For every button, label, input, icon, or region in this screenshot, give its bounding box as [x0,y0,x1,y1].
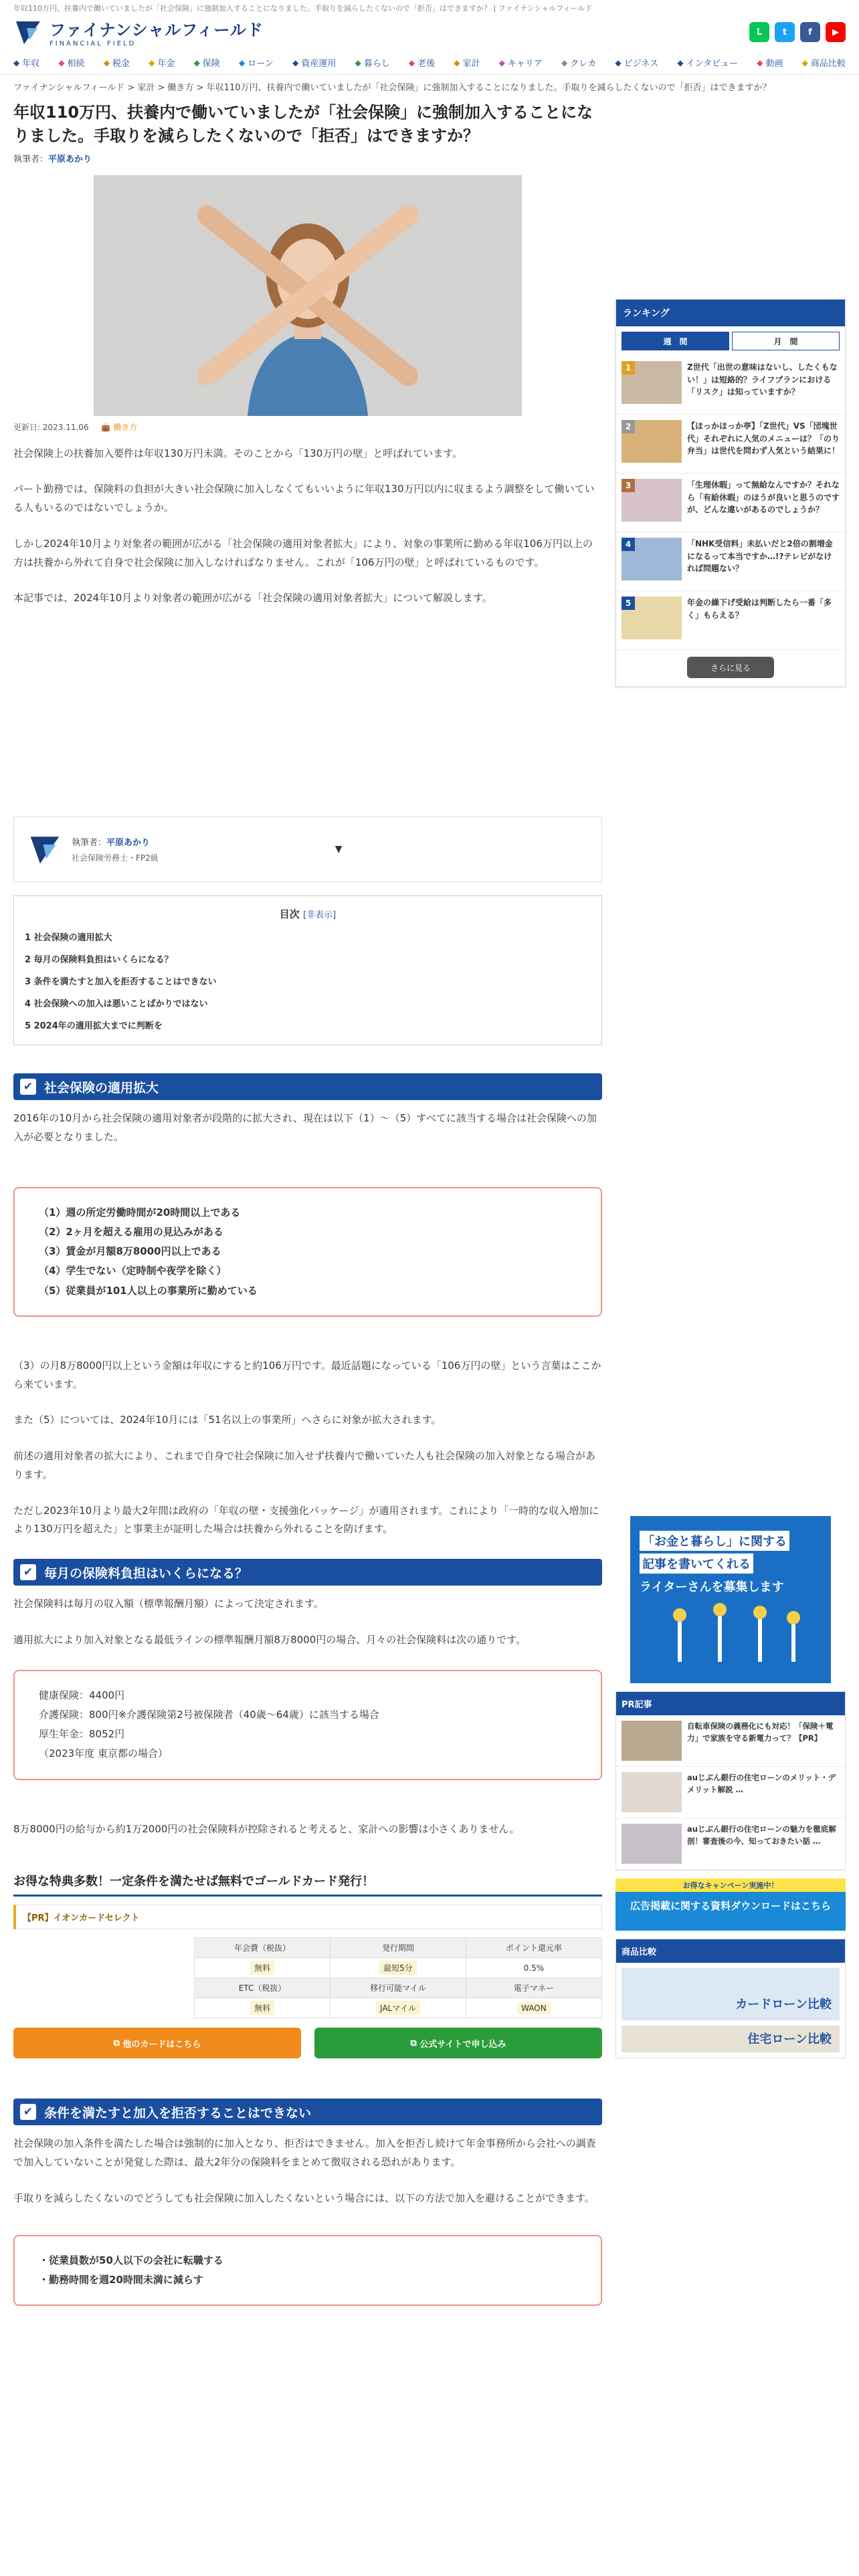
ranking-title-text: 「NHK受信料」未払いだと2倍の割増金になるって本当ですか…!?テレビがなければ問題ない？ [687,539,833,574]
article-title: 年収110万円、扶養内で働いていましたが「社会保険」に強制加入することになりました。手取りを減らしたくないので「拒否」はできますか？ [13,103,593,145]
pr-item-text: 自転車保険の義務化にも対応！「保険＋電力」で家族を守る新電力って？【PR】 [687,1721,834,1743]
ranking-title-text: Z世代「出世の意味はないし、したくもない！」は短絡的？ライフプランにおける「リスク」は知っていますか？ [687,362,838,397]
nav-item-label: ローン [248,59,274,69]
section-paragraph: 手取りを減らしたくないのでどうしても社会保険に加入したくないという場合には、以下の方法で加入を避けることができます。 [13,2191,595,2204]
option-item: ・勤務時間を週20時間未満に減らす [39,2273,203,2286]
ranking-item[interactable] [616,356,845,415]
category-icon: 👜 [100,422,111,432]
nav-item-icon: ◆ [193,58,200,68]
ranking-number: 4 [622,538,635,551]
condition-item: （1）週の所定労働時間が20時間以上である [39,1206,241,1218]
nav-item-icon: ◆ [454,58,460,68]
nav-item-label: 年収 [22,59,40,69]
page-title-line: 年収110万円、扶養内で働いていましたが「社会保険」に強制加入することになりました。手取りを減らしたくないので「拒否」はできますか？ | ファイナンシャルフィールド [13,4,593,13]
ranking-title-text: 年金の繰下げ受給は判断したら一番「多く」もらえる？ [687,598,832,620]
section-paragraph: 社会保険の加入条件を満たした場合は強制的に加入となり、拒否はできません。加入を拒否し続けて年金事務所から会社への調査で加入していないことが発覚した際は、最大2年分の保険料をまとめて徴収される恐れがあります。 [13,2137,596,2169]
check-icon: ✔ [20,1564,36,1580]
ranking-thumbnail [622,420,682,463]
housing-loan-compare-banner[interactable]: 住宅ローン比較 [622,2026,840,2052]
nav-item-icon: ◆ [149,58,155,68]
pr-item[interactable] [616,1715,845,1767]
nav-item-label: 暮らし [363,59,390,69]
card-loan-compare-banner[interactable]: カードローン比較 [622,1968,840,2020]
fees-box [13,1670,602,1780]
nav-item[interactable] [58,56,84,69]
options-box [13,2235,602,2306]
nav-item-icon: ◆ [13,58,20,68]
nav-item[interactable] [802,56,846,69]
condition-item: （2）2ヶ月を超える雇用の見込みがある [39,1225,223,1238]
pr-thumbnail [622,1772,682,1812]
nav-item-label: インタビュー [686,59,739,69]
line-icon[interactable]: L [749,22,769,42]
pr-thumbnail [622,1721,682,1761]
logo-text-jp: ファイナンシャルフィールド [50,21,264,39]
nav-item-icon: ◆ [103,58,110,68]
intro-paragraph: 社会保険上の扶養加入要件は年収130万円未満。そのことから「130万円の壁」と呼ばれています。 [13,447,463,459]
writer-recruit-banner[interactable]: 「お金と暮らし」に関する 記事を書いてくれる ライターさんを募集します [630,1516,831,1683]
nav-item[interactable] [561,56,596,69]
nav-item-label: キャリア [507,59,543,69]
pr-item-text: auじぶん銀行の住宅ローンの魅力を徹底解剖！審査後の今、知っておきたい話 … [687,1824,836,1846]
section-paragraph: また（5）については、2024年10月には「51名以上の事業所」へさらに対象が拡大されます。 [13,1414,442,1426]
ranking-widget [615,299,846,687]
toc-item[interactable]: 3 条件を満たすと加入を拒否することはできない [25,977,217,988]
author-box-prefix: 執筆者： [72,838,107,849]
nav-item-icon: ◆ [615,58,622,68]
author-prefix: 執筆者： [13,154,49,165]
nav-item-icon: ◆ [292,58,299,68]
product-compare [615,1939,846,2058]
toc-title: 目次 [279,908,300,921]
ranking-item[interactable] [616,415,845,473]
section-paragraph: 8万8000円の給与から約1万2000円の社会保険料が控除されると考えると、家計への影響は小さくありません。 [13,1822,520,1835]
ranking-item[interactable] [616,473,845,532]
nav-item[interactable] [355,56,389,69]
toc-toggle[interactable]: [非表示] [303,910,337,921]
nav-item-label: 年金 [157,59,175,69]
condition-item: （4）学生でない（定時制や夜学を除く） [39,1265,227,1277]
social-links [749,22,846,42]
section-heading: ✔ 毎月の保険料負担はいくらになる？ [13,1559,602,1586]
nav-item[interactable] [499,56,543,69]
tab-monthly[interactable]: 月 間 [732,332,840,350]
author-box-name[interactable]: 平原あかり [106,838,151,849]
nav-item-icon: ◆ [58,58,65,68]
author-avatar-icon [27,832,62,867]
intro-paragraph: パート勤務では、保険料の負担が大きい社会保険に加入しなくてもいいように年収130万円以内に収まるよう調整をして働いている人もいるのではないでしょうか。 [13,483,595,514]
toc-item[interactable]: 4 社会保険への加入は悪いことばかりではない [25,999,208,1010]
more-button[interactable]: さらに見る [687,657,774,678]
nav-item-label: ビジネス [624,59,659,69]
section-heading: ✔ 社会保険の適用拡大 [13,1073,602,1100]
table-of-contents [13,895,602,1045]
site-header [0,13,859,51]
fee-item: 介護保険：800円※介護保険第2号被保険者（40歳～64歳）に該当する場合 [39,1708,379,1721]
apply-button[interactable]: ⧉ 公式サイトで申し込み [314,2028,602,2058]
ranking-title: ランキング [616,300,845,326]
check-icon: ✔ [20,1079,36,1095]
nav-item[interactable] [13,56,39,69]
nav-item-label: 老後 [417,59,436,69]
conditions-box [13,1187,602,1317]
toc-item[interactable]: 5 2024年の適用拡大までに判断を [25,1021,163,1032]
toc-item[interactable]: 1 社会保険の適用拡大 [25,933,112,944]
nav-item[interactable] [454,56,480,69]
intro-paragraph: 本記事では、2024年10月より対象者の範囲が広がる「社会保険の適用対象者拡大」について解説します。 [13,592,492,605]
ad-space [13,608,602,809]
ranking-item[interactable] [616,591,845,650]
pr-item-text: auじぶん銀行の住宅ローンのメリット・デメリット解説 … [687,1773,836,1794]
fee-item: （2023年度 東京都の場合） [39,1747,168,1760]
external-link-icon: ⧉ [410,2038,420,2048]
section-paragraph: ただし2023年10月より最大2年間は政府の「年収の壁・支援強化パッケージ」が適用されます。これにより「一時的な収入増加により130万円を超えた」と事業主が証明した場合は扶養から外れることを防げます。 [13,1504,599,1535]
nav-item-label: 資産運用 [301,59,337,69]
nav-item-icon: ◆ [498,58,505,68]
youtube-icon[interactable]: ▶ [826,22,846,42]
nav-item-label: 商品比較 [810,59,846,69]
section-paragraph: 前述の適用対象者の拡大により、これまで自身で社会保険に加入せず扶養内で働いていた人も社会保険の加入対象となる場合があります。 [13,1450,596,1481]
pr-thumbnail [622,1824,682,1864]
section-paragraph: 2016年の10月から社会保険の適用対象者が段階的に拡大され、現在は以下（1）～（5）すべてに該当する場合は社会保険への加入が必要となりました。 [13,1112,597,1143]
fee-item: 健康保険：4400円 [39,1689,125,1701]
pr-articles [615,1691,846,1870]
author-link[interactable]: 平原あかり [48,154,92,165]
nav-item[interactable] [292,56,336,69]
intro-paragraph: しかし2024年10月より対象者の範囲が広がる「社会保険の適用対象者拡大」により、対象の事業所に勤める年収106万円以上の方は扶養から外れて自身で社会保険に加入しなければなりません。これが「106万円の壁」と呼ばれているものです。 [13,537,593,568]
external-link-icon: ⧉ [113,2038,123,2048]
nav-item-label: 動画 [765,59,783,69]
ranking-thumbnail [622,479,682,522]
toc-list [25,930,591,1031]
card-spec-table: 年会費（税抜） 発行期間 ポイント還元率 無料 最短5分 0.5% ETC（税抜） 移行可能マイル 電子マネー 無料 JALマイル WAON [194,1937,602,2018]
check-icon: ✔ [20,2104,36,2120]
twitter-icon[interactable]: t [775,22,795,42]
compare-title: 商品比較 [616,1939,845,1963]
nav-item-label: 保険 [202,59,220,69]
nav-item-icon: ◆ [561,58,568,68]
nav-item-icon: ◆ [801,58,808,68]
logo-icon [13,17,43,47]
facebook-icon[interactable]: f [800,22,820,42]
ranking-thumbnail [622,538,682,580]
ranking-thumbnail [622,597,682,639]
nav-item-label: 家計 [462,59,480,69]
card-name[interactable]: 【PR】イオンカードセレクト [13,1905,602,1929]
nav-item[interactable] [149,56,175,69]
updated-date: 更新日: 2023.11.06 [13,422,89,432]
ranking-number: 3 [622,479,635,492]
ranking-item[interactable] [616,532,845,591]
toc-item[interactable]: 2 毎月の保険料負担はいくらになる？ [25,955,173,966]
nav-item[interactable] [104,56,130,69]
nav-item-icon: ◆ [238,58,246,68]
ranking-thumbnail [622,361,682,404]
ranking-number: 1 [622,361,635,374]
article-author-line [13,152,602,165]
writers-illustration-icon [640,1595,822,1669]
other-cards-button[interactable]: ⧉ 他のカードはこちら [13,2028,301,2058]
nav-item-icon: ◆ [677,58,684,68]
category-nav [0,51,859,75]
ad-download-banner[interactable]: お得なキャンペーン実施中！ 広告掲載に関する資料ダウンロードはこちら [615,1879,846,1931]
nav-item[interactable] [677,56,738,69]
section-paragraph: 社会保険料は毎月の収入額（標準報酬月額）によって決定されます。 [13,1598,324,1610]
nav-item-icon: ◆ [757,58,763,68]
nav-item-label: 税金 [112,59,130,69]
ranking-number: 2 [622,420,635,433]
condition-item: （3）賃金が月額8万8000円以上である [39,1245,221,1258]
author-box[interactable] [13,817,602,882]
nav-item[interactable] [409,56,435,69]
tab-weekly[interactable]: 週 間 [622,332,729,350]
nav-item-label: 相続 [67,59,85,69]
category-tag[interactable]: 👜 働き方 [100,422,138,432]
nav-item[interactable] [615,56,658,69]
nav-item-label: クレカ [570,59,597,69]
condition-item: （5）従業員が101人以上の事業所に勤めている [39,1284,258,1297]
logo-text-en: FINANCIAL FIELD [50,40,136,47]
sidebar [615,98,846,2306]
fee-item: 厚生年金：8052円 [39,1728,125,1741]
author-box-title: 社会保険労務士・FP2級 [72,853,159,863]
pr-item[interactable] [616,1767,845,1818]
breadcrumb[interactable]: ファイナンシャルフィールド > 家計 > 働き方 > 年収110万円、扶養内で働いていましたが「社会保険」に強制加入することになりました。手取りを減らしたくないので「拒否」はできますか？ [13,83,771,93]
hero-image [94,175,522,416]
section-paragraph: 適用拡大により加入対象となる最低ラインの標準報酬月額8万8000円の場合、月々の社会保険料は次の通りです。 [13,1633,527,1646]
pr-item[interactable] [616,1818,845,1870]
article-meta [13,421,602,433]
ranking-title-text: 「生理休暇」って無給なんですか？それなら「有給休暇」のほうが良いと思うのですが、どんな違いがあるのでしょうか？ [687,480,840,515]
nav-item[interactable] [194,56,220,69]
section-paragraph: （3）の月8万8000円以上という金額は年収にすると約106万円です。最近話題になっている「106万円の壁」という言葉はここから来ています。 [13,1359,601,1390]
pr-title: PR記事 [616,1692,845,1715]
main-column [13,98,602,2306]
ranking-title-text: 【ほっかほっか亭】「Z世代」VS「団塊世代」それぞれに人気のメニューは？「のり弁当」は世代を問わず人気という結果に！ [687,421,840,456]
card-promo-title: お得な特典多数！一定条件を満たせば無料でゴールドカード発行！ [13,1872,602,1897]
nav-item[interactable] [239,56,274,69]
site-logo[interactable] [13,17,264,47]
option-item: ・従業員数が50人以下の会社に転職する [39,2254,223,2266]
ranking-number: 5 [622,597,635,610]
nav-item[interactable] [757,56,783,69]
card-promo [13,1872,602,2058]
section-heading: ✔ 条件を満たすと加入を拒否することはできない [13,2099,602,2125]
expand-triangle-icon[interactable]: ▼ [335,844,343,855]
nav-item-icon: ◆ [408,58,415,68]
nav-item-icon: ◆ [355,58,361,68]
